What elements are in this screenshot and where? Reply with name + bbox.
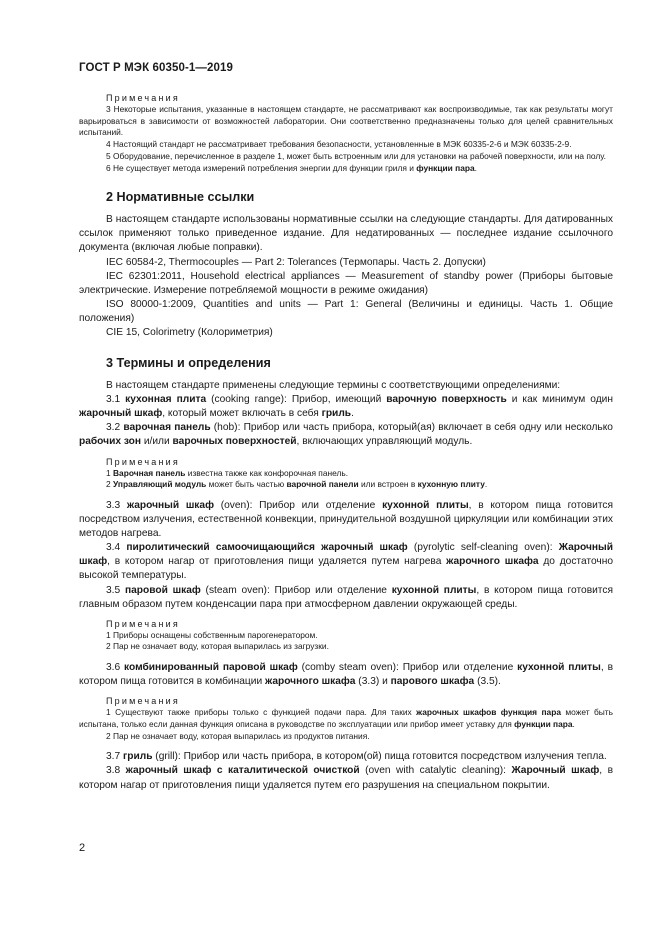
notes-heading: Примечания [106,93,180,103]
note-5: 5 Оборудование, перечисленное в разделе 1, может быть встроенным или для установки на рабочей поверхности, или на полу. [106,150,606,161]
section-3-title: 3 Термины и определения [106,356,271,371]
notes-heading: Примечания [106,456,180,467]
term-3-3: 3.3 жарочный шкаф (oven): Прибор или отделение кухонной плиты, в котором пища готовится посредством излучения, естественной конвекции, принудительной воздушной циркуляции или комбинации этих методов нагрева. [79,499,613,540]
reference-iec-60584: IEC 60584-2, Thermocouples — Part 2: Tolerances (Термопары. Часть 2. Допуски) [106,256,486,268]
note-hob-1: 1 Варочная панель известна также как конфорочная панель. [106,467,349,478]
term-3-5: 3.5 паровой шкаф (steam oven): Прибор или отделение кухонной плиты, в котором пища готовится главным образом путем конденсации пара при атмосферном давлении окружающей среды. [79,584,613,610]
reference-cie-15: CIE 15, Colorimetry (Колориметрия) [106,326,273,338]
notes-heading: Примечания [106,618,180,629]
page-number: 2 [79,842,86,854]
term-3-8: 3.8 жарочный шкаф с каталитической очисткой (oven with catalytic cleaning): Жарочный шкаф, в котором нагар от приготовления пищи удаляется путем его разрушения на специальном покрытии. [79,765,613,791]
note-hob-2: 2 Управляющий модуль может быть частью варочной панели или встроен в кухонную плиту. [106,479,488,490]
term-3-4: 3.4 пиролитический самоочищающийся жарочный шкаф (pyrolytic self-cleaning oven): Жарочный шкаф, в котором нагар от приготовления пищи удаляется путем нагрева жарочного шкафа до достаточно высокой температуры. [79,542,613,582]
note-6: 6 Не существует метода измерений потребления энергии для функции гриля и функции пара. [106,162,477,173]
term-3-7: 3.7 гриль (grill): Прибор или часть прибора, в котором(ой) пища готовится посредством излучения тепла. [106,751,607,763]
reference-iso-80000: ISO 80000-1:2009, Quantities and units — Part 1: General (Величины и единицы. Часть 1. Общие положения) [79,298,613,324]
note-comby-1: 1 Существуют также приборы только с функцией подачи пара. Для таких жарочных шкафов функция пара может быть испытана, только если данная функция описана в руководстве по эксплуатации или прибор имеет уставку для функции пара. [79,707,613,729]
note-4: 4 Настоящий стандарт не рассматривает требования безопасности, установленные в МЭК 60335-2-6 и МЭК 60335-2-9. [106,139,572,150]
note-3: 3 Некоторые испытания, указанные в настоящем стандарте, не рассматривают как воспроизводимые, так как результаты могут варьироваться в зависимости от возможностей лаборатории. Они соответственно предназначены только для целей сравнительных испытаний. [79,104,613,138]
section-3-intro: В настоящем стандарте применены следующие термины с соответствующими определениями: [106,380,561,392]
notes-heading: Примечания [106,696,180,707]
page-content [79,92,613,793]
document-header: ГОСТ Р МЭК 60350-1—2019 [79,62,233,74]
section-2-title: 2 Нормативные ссылки [106,190,255,205]
note-steam-1: 1 Приборы оснащены собственным парогенератором. [106,629,318,640]
section-2-intro: В настоящем стандарте использованы нормативные ссылки на следующие стандарты. Для датированных ссылок применяют только приведенное издание. Для недатированных — последнее издание ссылочного документа (включая любые поправки). [79,214,613,254]
reference-iec-62301: IEC 62301:2011, Household electrical appliances — Measurement of standby power (Приборы бытовые электрические. Измерение потребляемой мощности в режиме ожидания) [79,270,613,296]
term-3-1: 3.1 кухонная плита (cooking range): Прибор, имеющий варочную поверхность и как минимум один жарочный шкаф, который может включать в себя гриль. [79,394,613,420]
note-steam-2: 2 Пар не означает воду, которая выпарилась из загрузки. [106,641,329,652]
term-3-2: 3.2 варочная панель (hob): Прибор или часть прибора, который(ая) включает в себя одну или несколько рабочих зон и/или варочных поверхностей, включающих управляющий модуль. [79,422,613,448]
note-comby-2: 2 Пар не означает воду, которая выпарилась из продуктов питания. [106,730,370,741]
term-3-6: 3.6 комбинированный паровой шкаф (comby steam oven): Прибор или отделение кухонной плиты, в котором пища готовится в комбинации жарочного шкафа (3.3) и парового шкафа (3.5). [79,662,613,688]
